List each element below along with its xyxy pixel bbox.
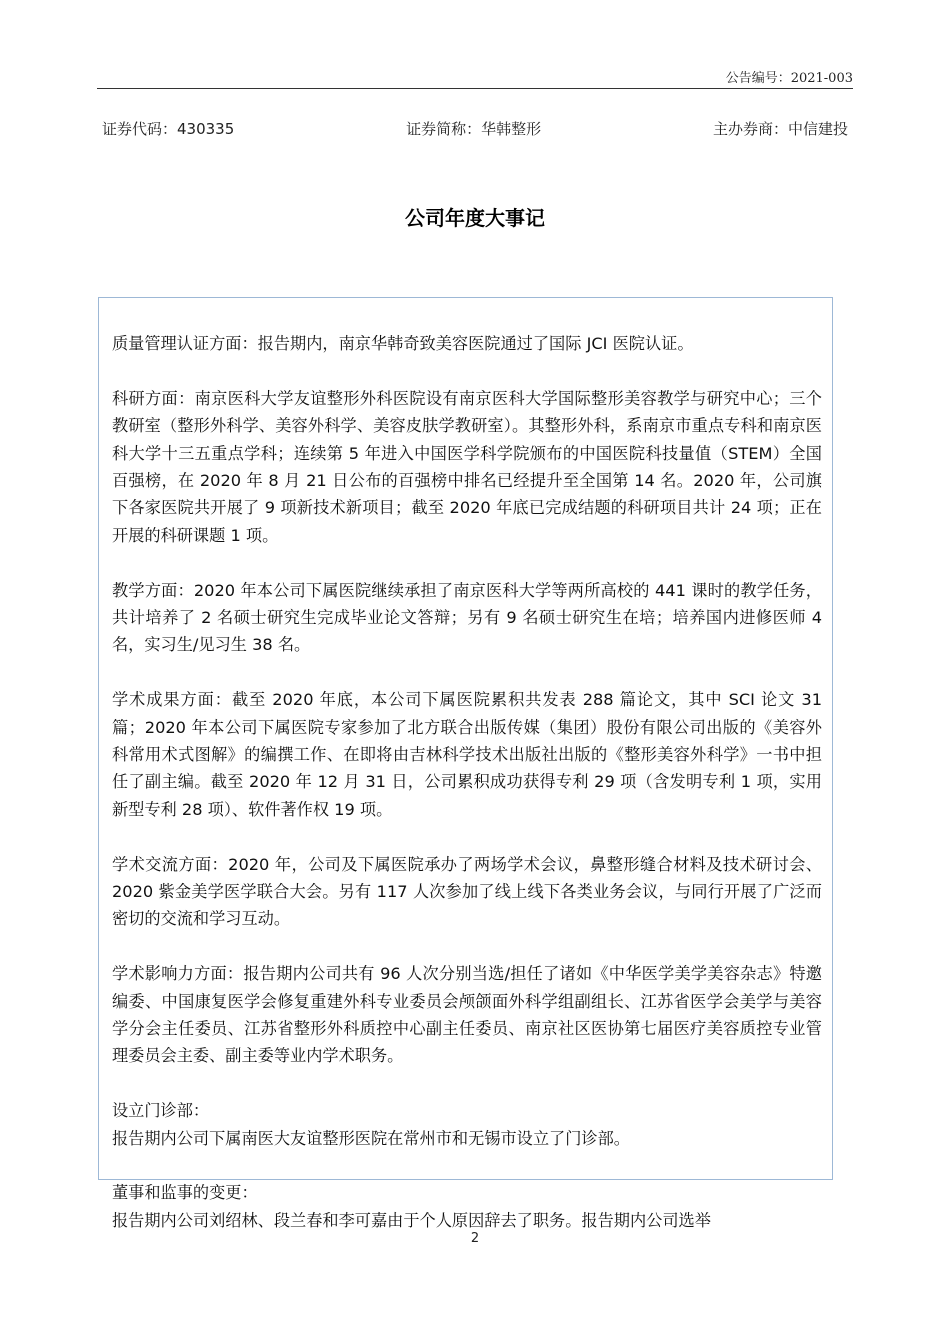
section-academic-influence: 学术影响力方面：报告期内公司共有 96 人次分别当选/担任了诸如《中华医学美学美容杂志》特邀编委、中国康复医学会修复重建外科专业委员会颅颌面外科学组副组长、江苏省医学会美学与美容学分会主任委员、江苏省整形外科质控中心副主任委员、南京社区医协第七届医疗美容质控专业管理委员会主委、副主委等业内学术职务。 — [112, 964, 822, 1066]
securities-code: 证券代码：430335 — [102, 120, 235, 138]
section-academic-results: 学术成果方面：截至 2020 年底，本公司下属医院累积共发表 288 篇论文，其中 SCI 论文 31 篇；2020 年本公司下属医院专家参加了北方联合出版传媒（集团）股份有限公司出版的《美容外科常用术式图解》的编撰工作、在即将由吉林科学技术出版社出版的《整形美容外科学》一书中担任了副主编。截至 2020 年 12 月 31 日，公司累积成功获得专利 29 项（含发明专利 1 项，实用新型专利 28 项）、软件著作权 19 项。 — [112, 690, 822, 819]
header-divider — [97, 88, 853, 89]
securities-short-name: 证券简称：华韩整形 — [406, 120, 542, 138]
sponsor-broker: 主办券商：中信建投 — [712, 120, 848, 138]
section-clinics — [112, 1097, 822, 1152]
section-research: 科研方面：南京医科大学友谊整形外科医院设有南京医科大学国际整形美容教学与研究中心；三个教研室（整形外科学、美容外科学、美容皮肤学教研室）。其整形外科，系南京市重点专科和南京医科大学十三五重点学科；连续第 5 年进入中国医学科学院颁布的中国医院科技量值（STEM）全国百强榜，在 2020 年 8 月 21 日公布的百强榜中排名已经提升至全国第 14 名。2020 年，公司旗下各家医院共开展了 9 项新技术新项目；截至 2020 年底已完成结题的科研项目共计 24 项；正在开展的科研课题 1 项。 — [112, 388, 822, 545]
section-board-changes-heading: 董事和监事的变更： — [112, 1183, 258, 1203]
section-academic-exchange: 学术交流方面：2020 年，公司及下属医院承办了两场学术会议，鼻整形缝合材料及技术研讨会、2020 紫金美学医学联合大会。另有 117 人次参加了线上线下各类业务会议，与同行开展了广泛而密切的交流和学习互动。 — [112, 854, 822, 929]
page-number: 2 — [470, 1231, 480, 1246]
section-quality-certification: 质量管理认证方面：报告期内，南京华韩奇致美容医院通过了国际 JCI 医院认证。 — [112, 334, 694, 353]
section-clinics-heading: 设立门诊部： — [112, 1101, 210, 1121]
section-clinics-text: 报告期内公司下属南医大友谊整形医院在常州市和无锡市设立了门诊部。 — [112, 1128, 630, 1148]
events-content — [112, 330, 822, 1262]
events-text-box — [98, 297, 833, 1230]
section-board-changes — [112, 1179, 822, 1234]
page-title: 公司年度大事记 — [405, 206, 545, 230]
securities-info-row — [102, 118, 848, 139]
section-teaching: 教学方面：2020 年本公司下属医院继续承担了南京医科大学等两所高校的 441 课时的教学任务，共计培养了 2 名硕士研究生完成毕业论文答辩；另有 9 名硕士研究生在培；培养国内进修医师 4 名，实习生/见习生 38 名。 — [112, 580, 822, 655]
section-board-changes-text: 报告期内公司刘绍林、段兰春和李可嘉由于个人原因辞去了职务。报告期内公司选举 — [112, 1210, 711, 1230]
announcement-number: 公告编号：2021-003 — [725, 71, 853, 86]
